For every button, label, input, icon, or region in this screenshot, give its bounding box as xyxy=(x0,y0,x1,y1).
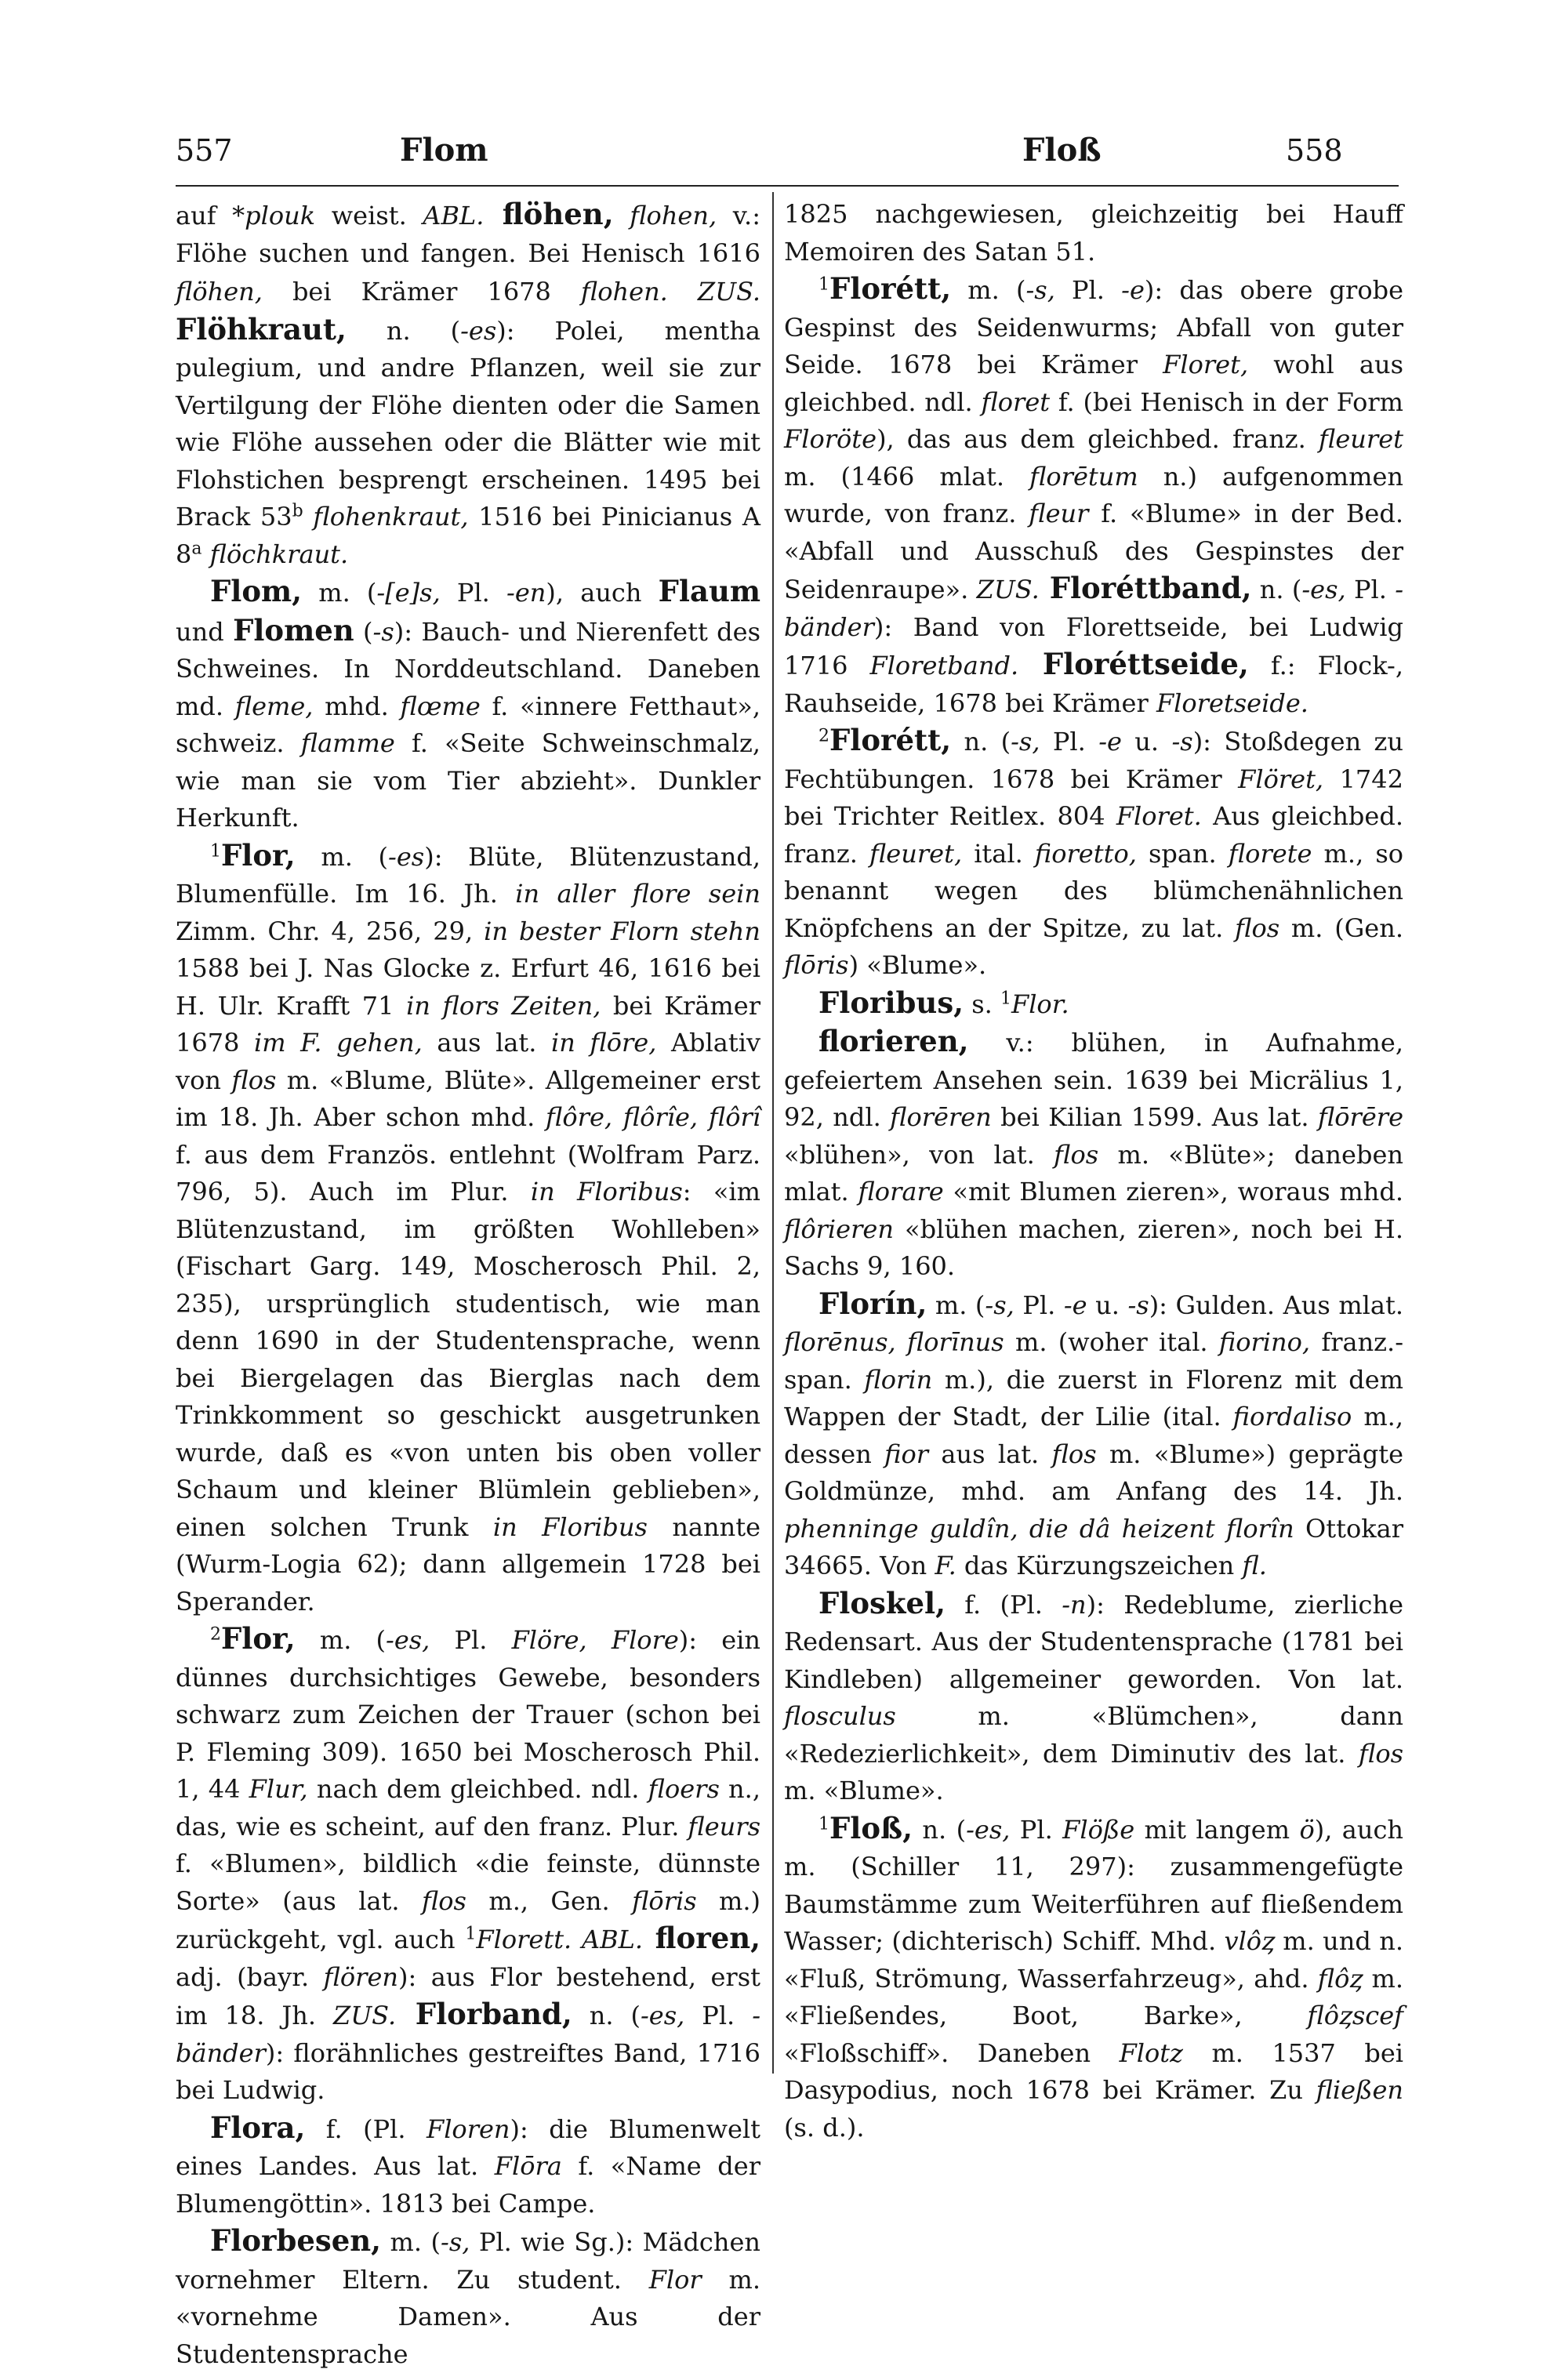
page-number-right: 558 xyxy=(1286,133,1343,168)
entry-florett-2: $^2$Florétt, n. (-s, Pl. -e u. -s): Stoßdegen zu Fechtübungen. 1678 bei Krämer Flöret, 1742 bei Trichter Reitlex. 804 Floret. Aus gleichbed. franz. fleuret, ital. fioretto, span. florete m., so benannt wegen des blümchenähnlichen Knöpfchens an der Spitze, zu lat. flos m. (Gen. flōris) «Blume». xyxy=(784,723,1404,980)
lemma-florieren: florieren, xyxy=(818,1024,969,1058)
header-rule xyxy=(176,185,1399,187)
lemma-florettseide: Floréttseide, xyxy=(1018,647,1249,681)
entry-florin: Florín, m. (-s, Pl. -e u. -s): Gulden. Aus mlat. florēnus, florīnus m. (woher ital. fiorino, franz.-span. florin m.), die zuerst in Florenz mit dem Wappen der Stadt, der Lilie (ital. fiordaliso m., dessen fior aus lat. flos m. «Blume») geprägte Goldmünze, mhd. am Anfang des 14. Jh. phenninge guldîn, die dâ heizent florîn Ottokar 34665. Von F. das Kürzungszeichen fl. xyxy=(784,1286,1404,1580)
entry-floskel: Floskel, f. (Pl. -n): Redeblume, zierliche Redensart. Aus der Studentensprache (1781 bei Kindleben) allgemeiner geworden. Von lat. flosculus m. «Blümchen», dann «Redezierlichkeit», dem Diminutiv des lat. flos m. «Blume». xyxy=(784,1585,1403,1805)
running-head-right: Floß xyxy=(1022,132,1102,169)
lemma-florettband: Floréttband, xyxy=(1039,571,1252,605)
lemma-florett-1: Florétt, xyxy=(829,271,952,306)
lemma-floren: floren, xyxy=(643,1921,761,1955)
lemma-florin: Florín, xyxy=(818,1286,927,1321)
lemma-floehen: flöhen, xyxy=(484,197,614,231)
entry-continuation: 1825 nachgewiesen, gleichzeitig bei Hauff Memoiren des Satan 51. xyxy=(784,199,1403,267)
right-column xyxy=(784,196,1403,2146)
left-column xyxy=(176,196,760,2373)
lemma-flom: Flom, xyxy=(210,574,303,608)
entry-flor-1: $^1$Flor, m. (-es): Blüte, Blütenzustand, Blumenfülle. Im 16. Jh. in aller flore sein Zimm. Chr. 4, 256, 29, in bester Florn stehn 1588 bei J. Nas Glocke z. Erfurt 46, 1616 bei H. Ulr. Krafft 71 in flors Zeiten, bei Krämer 1678 im F. gehen, aus lat. in flōre, Ablativ von flos m. «Blume, Blüte». Allgemeiner erst im 18. Jh. Aber schon mhd. flôre, flôrîe, flôrî f. aus dem Französ. entlehnt (Wolfram Parz. 796, 5). Auch im Plur. in Floribus: «im Blütenzustand, im größten Wohlleben» (Fischart Garg. 149, Moscherosch Phil. 2, 235), ursprünglich studentisch, wie man denn 1690 in der Studentensprache, wenn bei Biergelagen das Bierglas nach dem Trinkkomment so geschickt ausgetrunken wurde, daß es «von unten bis oben voller Schaum und kleiner Blümlein geblieben», einen solchen Trunk in Floribus nannte (Wurm-Logia 62); dann allgemein 1728 bei Sperander. xyxy=(176,837,761,1616)
entry-flor-2: $^2$Flor, m. (-es, Pl. Flöre, Flore): ein dünnes durchsichtiges Gewebe, besonders schwarz zum Zeichen der Trauer (schon bei P. Fleming 309). 1650 bei Moscherosch Phil. 1, 44 Flur, nach dem gleichbed. ndl. floers n., das, wie es scheint, auf den franz. Plur. fleurs f. «Blumen», bildlich «die feinste, dünnste Sorte» (aus lat. flos m., Gen. flōris m.) zurückgeht, vgl. auch $^1$Florett. ABL. floren, adj. (bayr. flören): aus Flor bestehend, erst im 18. Jh. ZUS. Florband, n. (-es, Pl. -bänder): florähnliches gestreiftes Band, 1716 bei Ludwig. xyxy=(176,1621,761,2105)
page-number-left: 557 xyxy=(176,133,233,168)
lemma-floribus: Floribus, xyxy=(818,985,964,1020)
entry-flom: Flom, m. (-[e]s, Pl. -en), auch Flaum und Flomen (-s): Bauch- und Nierenfett des Schweines. In Norddeutschland. Daneben md. fleme, mhd. flœme f. «innere Fetthaut», schweiz. flamme f. «Seite Schweinschmalz, wie man sie vom Tier abzieht». Dunkler Herkunft. xyxy=(176,574,761,833)
lemma-florband: Florband, xyxy=(396,1997,572,2031)
column-divider xyxy=(772,192,774,2074)
running-head-left: Flom xyxy=(400,132,488,169)
lemma-florbesen: Florbesen, xyxy=(210,2223,382,2258)
lemma-flor-2: Flor, xyxy=(221,1621,296,1656)
entry-floss-1: $^1$Floß, n. (-es, Pl. Flöße mit langem ö), auch m. (Schiller 11, 297): zusammengefügte Baumstämme zum Weiterführen auf fließendem Wasser; (dichterisch) Schiff. Mhd. vlôȥ m. und n. «Fluß, Strömung, Wasserfahrzeug», ahd. flôȥ m. «Fließendes, Boot, Barke», flôȥscef «Floßschiff». Daneben Flotz m. 1537 bei Dasypodius, noch 1678 bei Krämer. Zu fließen (s. d.). xyxy=(784,1810,1404,2143)
lemma-flor-1: Flor, xyxy=(221,837,296,873)
lemma-floskel: Floskel, xyxy=(818,1585,946,1620)
entry-florieren: florieren, v.: blühen, in Aufnahme, gefeiertem Ansehen sein. 1639 bei Micrälius 1, 92, ndl. florēren bei Kilian 1599. Aus lat. flōrēre «blühen», von lat. flos m. «Blüte»; daneben mlat. florare «mit Blumen zieren», woraus mhd. flôrieren «blühen machen, zieren», noch bei H. Sachs 9, 160. xyxy=(784,1024,1404,1281)
lemma-florett-2: Florétt, xyxy=(829,723,952,757)
lemma-floss-1: Floß, xyxy=(829,1810,913,1845)
lemma-floehkraut: Flöhkraut, xyxy=(176,311,347,347)
entry-florett-1: $^1$Florétt, m. (-s, Pl. -e): das obere grobe Gespinst des Seidenwurms; Abfall von guter Seide. 1678 bei Krämer Floret, wohl aus gleichbed. ndl. floret f. (bei Henisch in der Form Floröte), das aus dem gleichbed. franz. fleuret m. (1466 mlat. florētum n.) aufgenommen wurde, von franz. fleur f. «Blume» in der Bed. «Abfall und Ausschuß des Gespinstes der Seidenraupe». ZUS. Floréttband, n. (-es, Pl. -bänder): Band von Florettseide, bei Ludwig 1716 Floretband. Floréttseide, f.: Flock-, Rauhseide, 1678 bei Krämer Floretseide. xyxy=(784,271,1404,718)
entry-floehen: auf *plouk weist. ABL. flöhen, flohen, v.: Flöhe suchen und fangen. Bei Henisch 1616 flöhen, bei Krämer 1678 flohen. ZUS. Flöhkraut, n. (-es): Polei, mentha pulegium, und andre Pflanzen, weil sie zur Vertilgung der Flöhe dienten oder die Samen wie Flöhe aussehen oder die Blätter wie mit Flohstichen besprengt erscheinen. 1495 bei Brack 53$^b$ flohenkraut, 1516 bei Pinicianus A 8$^a$ flöchkraut. xyxy=(176,197,761,569)
entry-floribus: Floribus, s. $^1$Flor. xyxy=(818,985,1069,1020)
entry-flora: Flora, f. (Pl. Floren): die Blumenwelt eines Landes. Aus lat. Flōra f. «Name der Blumengöttin». 1813 bei Campe. xyxy=(176,2110,761,2219)
lemma-flora: Flora, xyxy=(210,2110,306,2145)
entry-florbesen: Florbesen, m. (-s, Pl. wie Sg.): Mädchen vornehmer Eltern. Zu student. Flor m. «vornehme Damen». Aus der Studentensprache xyxy=(176,2223,761,2369)
